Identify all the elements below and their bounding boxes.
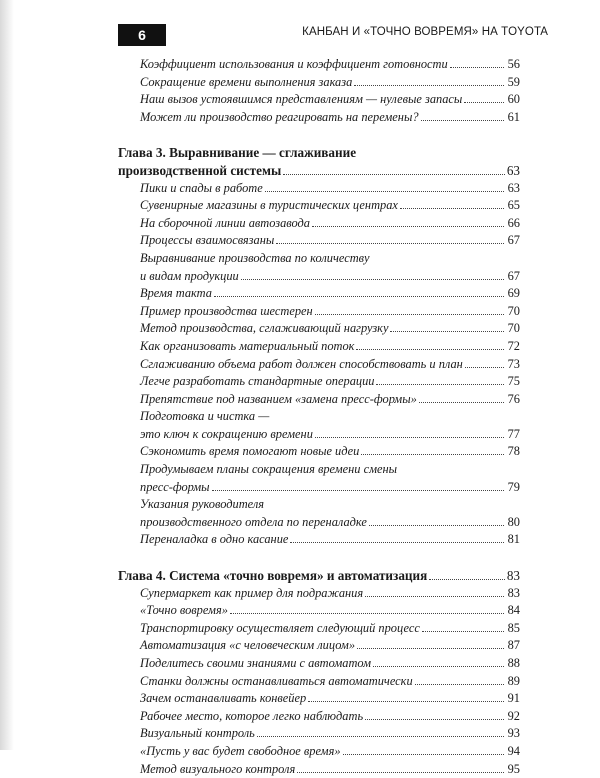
toc-entry — [118, 655, 520, 673]
dot-leader — [356, 349, 504, 350]
toc-entry-page: 70 — [507, 321, 520, 336]
toc-entry-page: 56 — [507, 57, 520, 71]
toc-entry — [118, 725, 520, 743]
chapter-page: 63 — [506, 162, 520, 178]
toc-entry-title: Выравнивание производства по количеству — [140, 250, 370, 265]
toc-entry — [118, 743, 520, 761]
toc-entry — [118, 585, 520, 603]
toc-entry-page: 85 — [507, 620, 520, 635]
toc-entry-title: Визуальный контроль — [140, 726, 255, 741]
dot-leader — [297, 772, 504, 773]
toc-entry-page: 87 — [507, 638, 520, 653]
toc-entry-page: 69 — [507, 286, 520, 301]
toc-entry-title: Коэффициент использования и коэффициент готовности — [140, 57, 448, 71]
toc-entry-page: 92 — [507, 708, 520, 723]
toc-entry-title: Метод визуального контроля — [140, 761, 296, 776]
dot-leader — [365, 719, 504, 720]
dot-leader — [354, 85, 504, 86]
toc-entry-title: Продумываем планы сокращения времени смены — [140, 462, 398, 477]
toc-entry-page: 73 — [507, 356, 520, 371]
chapter-heading — [118, 144, 520, 162]
toc-entry-page: 94 — [507, 743, 520, 758]
dot-leader — [422, 631, 504, 632]
dot-leader — [212, 490, 504, 491]
dot-leader — [276, 243, 504, 244]
toc-entry-title: Пики и спады в работе — [140, 180, 263, 195]
dot-leader — [283, 174, 505, 175]
dot-leader — [241, 279, 504, 280]
toc-entry-page: 78 — [507, 444, 520, 459]
toc-entry-page: 77 — [507, 426, 520, 441]
toc-entry — [118, 338, 520, 356]
toc-entry-page: 89 — [507, 673, 520, 688]
dot-leader — [214, 296, 504, 297]
toc-entry — [118, 356, 520, 374]
toc-entry — [118, 268, 520, 286]
toc-entry — [118, 56, 520, 74]
toc-entry-page: 84 — [507, 603, 520, 618]
toc-entry-title: Сэкономить время помогают новые идеи — [140, 444, 360, 459]
toc-entry-page: 72 — [507, 338, 520, 353]
toc-entry — [118, 426, 520, 444]
chapter-title-line1: Глава 3. Выравнивание — сглаживание — [118, 145, 357, 161]
dot-leader — [376, 384, 504, 385]
toc-entry — [118, 479, 520, 497]
toc-entry-title: Метод производства, сглаживающий нагрузку — [140, 321, 389, 336]
toc-entry — [118, 443, 520, 461]
dot-leader — [312, 226, 504, 227]
dot-leader — [415, 684, 504, 685]
toc-entry — [118, 320, 520, 338]
toc-entry — [118, 373, 520, 391]
dot-leader — [361, 454, 504, 455]
toc-entry-title: На сборочной линии автозавода — [140, 215, 310, 230]
toc-entry-page: 63 — [507, 180, 520, 195]
toc-entry-page: 75 — [507, 374, 520, 389]
toc-entry — [118, 391, 520, 409]
toc-entry-title: Может ли производство реагировать на перемены? — [140, 109, 419, 124]
toc-entry-title-cont: пресс-формы — [140, 479, 210, 494]
toc-entry-title: Указания руководителя — [140, 497, 265, 512]
toc-entry-page: 93 — [507, 726, 520, 741]
toc-entry — [118, 708, 520, 726]
toc-entry-title: Станки должны останавливаться автоматически — [140, 673, 413, 688]
dot-leader — [465, 367, 504, 368]
toc-entry-page: 88 — [507, 656, 520, 670]
dot-leader — [369, 525, 504, 526]
toc-entry — [118, 514, 520, 532]
intro-entries — [118, 56, 520, 126]
toc-entry — [118, 620, 520, 638]
table-of-contents — [118, 56, 520, 778]
toc-entry — [118, 109, 520, 127]
dot-leader — [315, 314, 504, 315]
chapter-4 — [118, 567, 520, 778]
dot-leader — [230, 613, 504, 614]
toc-entry-multiline — [118, 250, 520, 268]
toc-entry-title: Автоматизация «с человеческим лицом» — [140, 638, 356, 653]
dot-leader — [343, 754, 504, 755]
toc-entry-page: 76 — [507, 391, 520, 406]
toc-entry-multiline — [118, 461, 520, 479]
toc-entry-page: 66 — [507, 215, 520, 230]
dot-leader — [373, 666, 504, 667]
toc-entry-page: 59 — [507, 74, 520, 89]
toc-entry — [118, 180, 520, 198]
toc-entry — [118, 91, 520, 109]
toc-entry-title: Легче разработать стандартные операции — [140, 374, 375, 389]
toc-entry — [118, 673, 520, 691]
dot-leader — [390, 331, 504, 332]
toc-entry-title: Наш вызов устоявшимся представлениям — нулевые запасы — [140, 92, 463, 107]
chapter-heading — [118, 567, 520, 585]
toc-entry-page: 83 — [507, 585, 520, 600]
toc-entry-page: 60 — [507, 92, 520, 107]
toc-entry-title: Препятствие под названием «замена пресс-формы» — [140, 391, 417, 406]
chapter-page: 83 — [506, 568, 520, 584]
toc-entry-title: Подготовка и чистка — — [140, 409, 270, 424]
toc-entry-title: «Точно вовремя» — [140, 603, 228, 618]
toc-entry-title: Процессы взаимосвязаны — [140, 233, 275, 248]
toc-entry-title: Сглаживанию объема работ должен способствовать и план — [140, 356, 463, 371]
toc-entry-page: 80 — [507, 514, 520, 529]
dot-leader — [315, 437, 504, 438]
dot-leader — [419, 402, 504, 403]
running-title: КАНБАН И «ТОЧНО ВОВРЕМЯ» НА TOYOTA — [302, 26, 548, 38]
toc-entry — [118, 285, 520, 303]
toc-entry-page: 95 — [507, 761, 520, 776]
chapter-heading — [118, 162, 520, 180]
toc-entry-page: 70 — [507, 303, 520, 318]
toc-entry-title: Транспортировку осуществляет следующий процесс — [140, 620, 420, 635]
toc-entry-page: 61 — [507, 109, 520, 124]
toc-entry-title: «Пусть у вас будет свободное время» — [140, 743, 341, 758]
page-header — [118, 24, 548, 46]
toc-entry-title: Рабочее место, которое легко наблюдать — [140, 708, 364, 723]
dot-leader — [400, 208, 504, 209]
toc-entry — [118, 197, 520, 215]
dot-leader — [429, 579, 505, 580]
dot-leader — [450, 67, 504, 68]
toc-entry-title: Переналадка в одно касание — [140, 532, 289, 547]
dot-leader — [290, 542, 504, 543]
toc-entry-title-cont: производственного отдела по переналадке — [140, 514, 367, 529]
toc-entry-title-cont: это ключ к сокращению времени — [140, 426, 313, 441]
toc-entry — [118, 232, 520, 250]
toc-entry — [118, 74, 520, 92]
toc-entry — [118, 531, 520, 549]
toc-entry-page: 81 — [507, 532, 520, 547]
toc-entry-page: 79 — [507, 479, 520, 494]
toc-entry — [118, 690, 520, 708]
toc-entry-multiline — [118, 496, 520, 514]
dot-leader — [365, 596, 504, 597]
toc-entry — [118, 602, 520, 620]
toc-entry — [118, 761, 520, 778]
toc-entry-page: 91 — [507, 691, 520, 706]
toc-entry-page: 67 — [507, 233, 520, 248]
toc-entry-page: 65 — [507, 198, 520, 213]
dot-leader — [257, 736, 504, 737]
dot-leader — [308, 701, 504, 702]
toc-entry-title: Зачем останавливать конвейер — [140, 691, 307, 706]
chapter-title-line1: Глава 4. Система «точно вовремя» и автоматизация — [118, 568, 428, 584]
toc-entry-title: Время такта — [140, 286, 212, 301]
toc-entry — [118, 215, 520, 233]
chapter-3 — [118, 144, 520, 549]
toc-entry-page: 67 — [507, 268, 520, 283]
toc-entry-title: Сокращение времени выполнения заказа — [140, 74, 353, 89]
toc-entry — [118, 303, 520, 321]
toc-entry-title: Как организовать материальный поток — [140, 338, 355, 353]
toc-entry-title: Супермаркет как пример для подражания — [140, 585, 364, 600]
dot-leader — [421, 120, 504, 121]
chapter-title-line2: производственной системы — [118, 162, 282, 178]
page-number-badge: 6 — [118, 24, 166, 46]
dot-leader — [464, 102, 504, 103]
toc-entry-title: Сувенирные магазины в туристических центрах — [140, 198, 398, 213]
toc-entry-title: Поделитесь своими знаниями с автоматом — [140, 656, 372, 670]
toc-entry-title-cont: и видам продукции — [140, 268, 239, 283]
toc-entry — [118, 637, 520, 655]
toc-entry-title: Пример производства шестерен — [140, 303, 313, 318]
page-binding-edge — [0, 0, 14, 750]
dot-leader — [265, 191, 504, 192]
dot-leader — [357, 648, 504, 649]
toc-entry-multiline — [118, 408, 520, 426]
